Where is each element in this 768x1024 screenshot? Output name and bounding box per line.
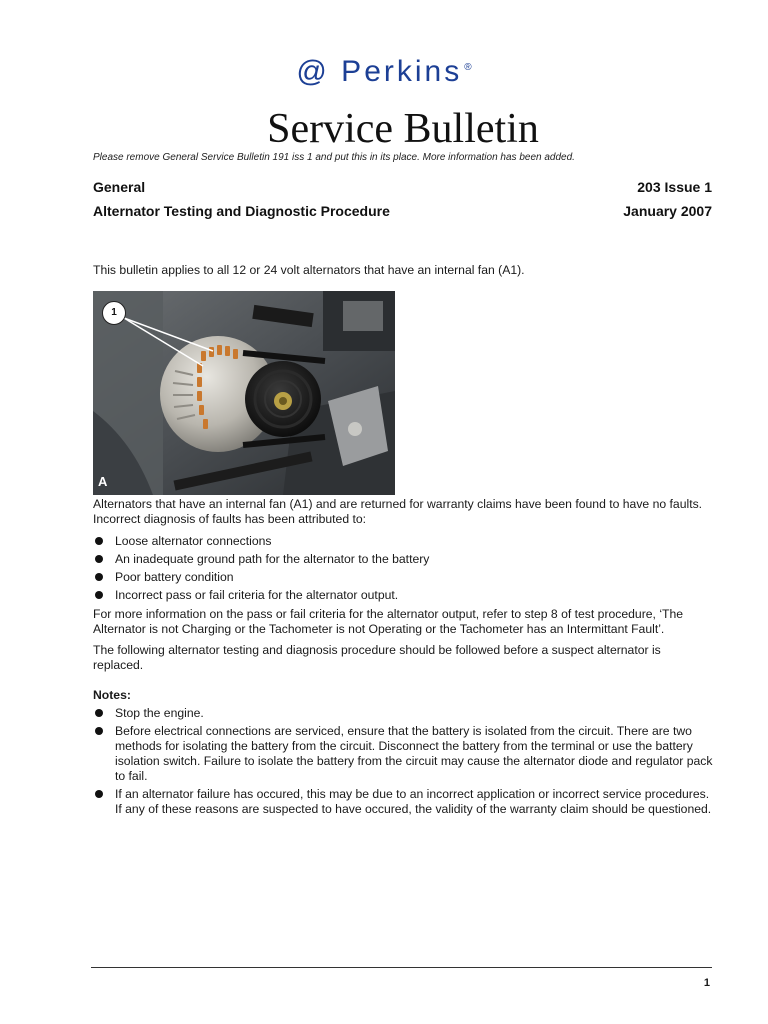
warranty-paragraph: Alternators that have an internal fan (A1) and are returned for warranty claims have been found to have no faults. Incorrect diagnosis of faults has been attributed to: <box>93 497 703 526</box>
notes-list <box>93 706 713 820</box>
criteria-paragraph: For more information on the pass or fail criteria for the alternator output, refer to step 8 of test procedure, ‘The Alternator is not Charging or the Tachometer is not Operating or the Tachometer has an Intermittant Fault’. <box>93 607 684 636</box>
list-item: Stop the engine. <box>93 706 713 721</box>
bullet-icon <box>95 573 103 581</box>
list-item: Loose alternator connections <box>93 534 713 549</box>
list-item: An inadequate ground path for the alternator to the battery <box>93 552 713 567</box>
list-item: Incorrect pass or fail criteria for the alternator output. <box>93 588 713 603</box>
bullet-icon <box>95 555 103 563</box>
page-number: 1 <box>703 977 710 989</box>
bulletin-category: General <box>93 179 146 195</box>
procedure-paragraph: The following alternator testing and diagnosis procedure should be followed before a suspect alternator is replaced. <box>93 643 661 672</box>
bullet-icon <box>95 790 103 798</box>
intro-paragraph: This bulletin applies to all 12 or 24 volt alternators that have an internal fan (A1). <box>93 263 525 277</box>
alternator-illustration <box>93 291 395 495</box>
alternator-photo <box>93 291 395 495</box>
list-item: Before electrical connections are serviced, ensure that the battery is isolated from the circuit. There are two methods for isolating the battery from the circuit. Disconnect the battery from the terminal or use the battery isolation switch. Failure to isolate the battery from the circuit may cause the alternator diode and regulator pack to fail. <box>93 724 713 784</box>
perkins-logo <box>0 50 768 90</box>
list-item: Poor battery condition <box>93 570 713 585</box>
figure-label: A <box>98 474 108 489</box>
replacement-notice: Please remove General Service Bulletin 191 iss 1 and put this in its place. More information has been added. <box>93 152 575 163</box>
notes-heading: Notes: <box>93 688 131 702</box>
bullet-icon <box>95 537 103 545</box>
footer-divider <box>91 967 712 968</box>
bullet-icon <box>95 727 103 735</box>
list-item: If an alternator failure has occured, this may be due to an incorrect application or incorrect service procedures. If any of these reasons are suspected to have occured, the validity of the warranty claim should be questioned. <box>93 787 713 817</box>
bulletin-date: January 2007 <box>623 203 712 219</box>
logo-text: @ Perkins <box>296 55 463 88</box>
bullet-icon <box>95 709 103 717</box>
bulletin-number: 203 Issue 1 <box>637 179 712 195</box>
bullet-icon <box>95 591 103 599</box>
fault-causes-list <box>93 534 713 606</box>
registered-mark: ® <box>464 62 472 73</box>
figure-callout-1: 1 <box>102 301 126 325</box>
document-title: Service Bulletin <box>267 106 539 152</box>
bulletin-subject: Alternator Testing and Diagnostic Procedure <box>93 203 390 219</box>
